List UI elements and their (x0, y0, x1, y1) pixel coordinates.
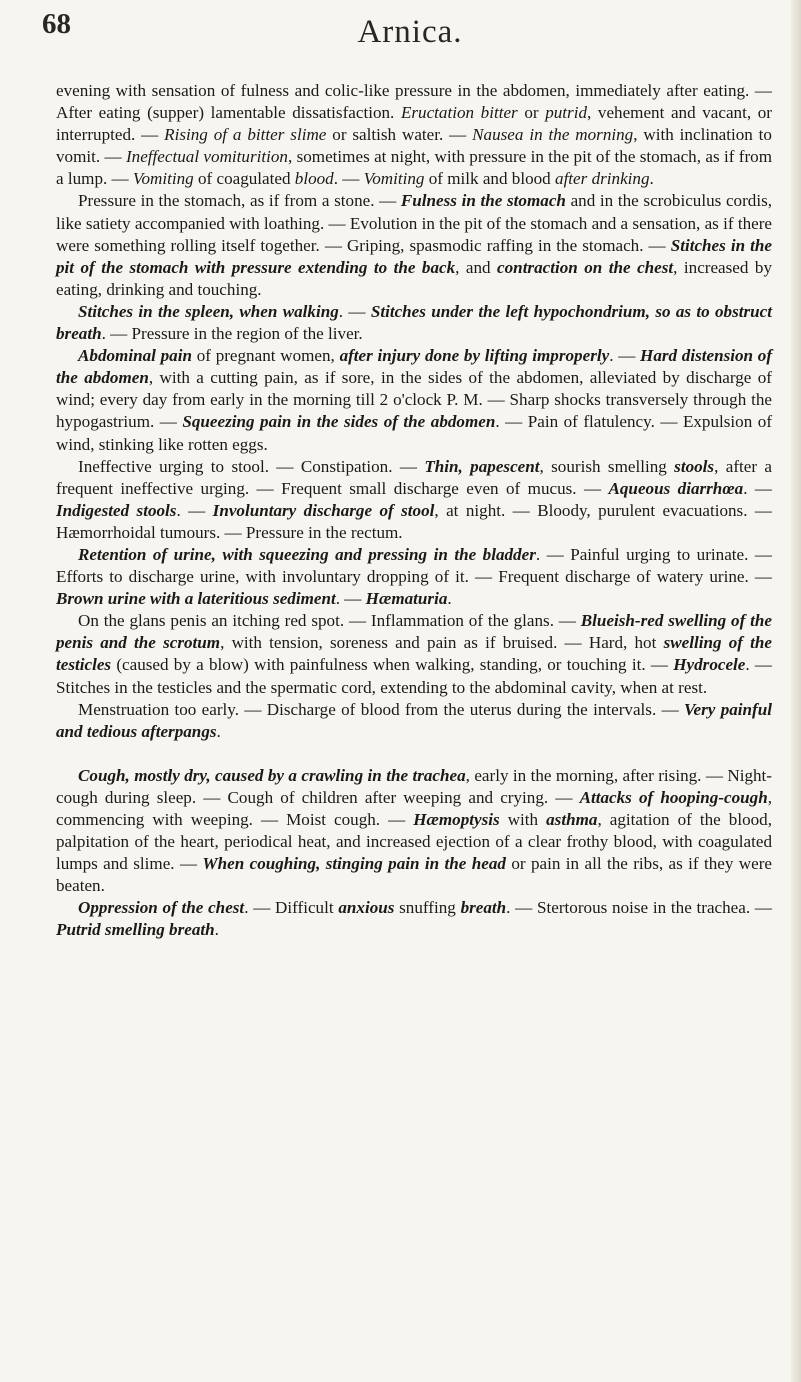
paragraph (56, 80, 772, 190)
text-run: . — Pressure in the region of the liver. (101, 324, 363, 344)
paragraph (56, 456, 772, 544)
paragraph (56, 897, 772, 941)
paragraph (56, 544, 772, 610)
text-run: , sourish smelling (539, 456, 675, 476)
emphasized-text: after injury done by lifting improperly (339, 346, 610, 366)
text-run: . — (335, 589, 366, 609)
emphasized-text: Putrid smelling breath (56, 920, 215, 940)
text-run: . — Pain of flatulency. — Expulsion of wind, stinking like rotten eggs. (56, 412, 773, 454)
text-run: . (214, 920, 219, 940)
emphasized-text: Vomiting (132, 169, 194, 189)
emphasized-text: Brown urine with a lateritious sediment (56, 589, 336, 609)
text-run: Ineffective urging to stool. — Constipation. — (78, 456, 425, 476)
paragraph (56, 699, 772, 743)
emphasized-text: Rising of a bitter slime (164, 125, 327, 145)
paragraph (56, 765, 772, 898)
text-run: , with inclination to vomit. — (56, 125, 772, 167)
text-run: . (447, 589, 452, 609)
emphasized-text: Fulness in the stomach (400, 191, 566, 211)
text-run: . — Painful urging to urinate. — Efforts to discharge urine, with involuntary dropping of it. — Frequent discharge of watery urine. — (56, 544, 773, 587)
emphasized-text: Hard distension of the abdomen (56, 346, 773, 388)
emphasized-text: Indigested stools (56, 500, 177, 520)
text-run: or pain in all the ribs, as if they were beaten. (56, 854, 773, 896)
text-run: . — (743, 478, 772, 498)
text-run: . — (333, 169, 364, 189)
text-run: and in the scrobiculus cordis, like satiety accompanied with loathing. — Evolution in the pit of the stomach and a sensation, as if there were something rolling itself together. — Griping, spasmodic raffing in the stomach. — (56, 191, 772, 255)
emphasized-text: Involuntary discharge of stool (212, 500, 435, 520)
page-number: 68 (42, 8, 71, 40)
emphasized-text: putrid (545, 103, 587, 123)
text-run: , with a cutting pain, as if sore, in the sides of the abdomen, alleviated by discharge of wind; every day from early in the morning till 2 o'clock P. M. — Sharp shocks transversely through the hypogastrium. — (56, 368, 772, 432)
emphasized-text: stools (674, 456, 715, 476)
emphasized-text: Nausea in the morning (472, 125, 634, 145)
emphasized-text: Stitches in the pit of the stomach with pressure extending to the back (56, 235, 773, 277)
text-run: . — Stitches in the testicles and the spermatic cord, extending to the abdominal cavity, when at rest. (56, 655, 773, 697)
emphasized-text: Hydrocele (673, 655, 746, 675)
text-run: , commencing with weeping. — Moist cough. — (56, 787, 772, 829)
emphasized-text: Thin, papescent (424, 456, 540, 476)
emphasized-text: Very painful and tedious afterpangs (56, 699, 773, 741)
emphasized-text: Blueish-red swelling of the penis and the scrotum (56, 611, 772, 653)
emphasized-text: Aqueous diarrhœa (608, 478, 744, 498)
body-text (56, 80, 772, 942)
text-run: , at night. — Bloody, purulent evacuations. — Hæmorrhoidal tumours. — Pressure in the rectum. (56, 500, 772, 542)
text-run: . — (609, 346, 641, 366)
text-run: . (649, 169, 654, 189)
text-run: of pregnant women, (191, 346, 340, 366)
text-run: (caused by a blow) with painfulness when walking, standing, or touching it. — (111, 655, 674, 675)
text-run: , with tension, soreness and pain as if bruised. — Hard, hot (220, 633, 664, 653)
page-header (40, 6, 780, 62)
emphasized-text: Hæmaturia (365, 589, 448, 609)
text-run: Menstruation too early. — Discharge of blood from the uterus during the intervals. — (78, 699, 685, 719)
text-run: , sometimes at night, with pressure in the pit of the stomach, as if from a lump. — (56, 147, 772, 189)
emphasized-text: swelling of the testicles (56, 633, 772, 675)
emphasized-text: Attacks of hooping-cough (579, 787, 768, 807)
page-edge-shadow (791, 0, 801, 1382)
text-run: , vehement and vacant, or interrupted. — (56, 103, 772, 145)
emphasized-text: Cough, mostly dry, caused by a crawling in the trachea (78, 765, 466, 785)
emphasized-text: Stitches in the spleen, when walking (78, 301, 339, 321)
text-run: . — (338, 301, 371, 321)
text-run: , early in the morning, after rising. — Night-cough during sleep. — Cough of children after weeping and crying. — (56, 765, 773, 807)
paragraph (56, 610, 772, 698)
text-run: . (216, 721, 221, 741)
text-run: . — Stertorous noise in the trachea. — (506, 898, 772, 918)
text-run: , increased by eating, drinking and touching. (56, 257, 772, 299)
emphasized-text: blood (294, 169, 334, 189)
emphasized-text: after drinking (555, 169, 650, 189)
emphasized-text: contraction on the chest (497, 257, 674, 277)
text-run: On the glans penis an itching red spot. — Inflammation of the glans. — (78, 611, 581, 631)
text-run: snuffing (394, 898, 461, 918)
text-run: . — Difficult (244, 898, 339, 918)
text-run: or (517, 103, 546, 123)
emphasized-text: anxious (338, 898, 395, 918)
emphasized-text: Abdominal pain (78, 346, 192, 366)
emphasized-text: Eructation bitter (400, 103, 518, 123)
paragraph (56, 345, 772, 455)
running-title: Arnica. (357, 14, 463, 50)
emphasized-text: asthma (546, 810, 598, 829)
emphasized-text: Vomiting (363, 169, 425, 189)
emphasized-text: Oppression of the chest (78, 898, 245, 918)
emphasized-text: Stitches under the left hypochondrium, so as to obstruct breath (56, 301, 772, 344)
emphasized-text: Hæmoptysis (413, 810, 500, 829)
text-run: evening with sensation of fulness and colic-like pressure in the abdomen, immediately after eating. — After eating (supper) lamentable dissatisfaction. (56, 81, 772, 123)
text-run: . — (176, 500, 213, 520)
text-run: , agitation of the blood, palpitation of the heart, periodical heat, and increased ejection of a clear frothy blood, with coagulated lumps and slime. — (56, 810, 772, 874)
text-run: with (499, 810, 547, 829)
text-run: Pressure in the stomach, as if from a stone. — (78, 191, 401, 211)
text-run: , and (455, 257, 498, 277)
paragraph (56, 301, 772, 345)
emphasized-text: Squeezing pain in the sides of the abdomen (182, 412, 496, 432)
text-run: or saltish water. — (326, 125, 473, 145)
emphasized-text: breath (460, 898, 507, 918)
text-run: of milk and blood (424, 169, 556, 189)
text-run: of coagulated (193, 169, 295, 189)
text-run: , after a frequent ineffective urging. — Frequent small discharge even of mucus. — (56, 456, 773, 498)
emphasized-text: Retention of urine, with squeezing and pressing in the bladder (78, 544, 536, 564)
paragraph (56, 190, 772, 300)
emphasized-text: When coughing, stinging pain in the head (202, 854, 506, 874)
emphasized-text: Ineffectual vomiturition (125, 147, 288, 167)
